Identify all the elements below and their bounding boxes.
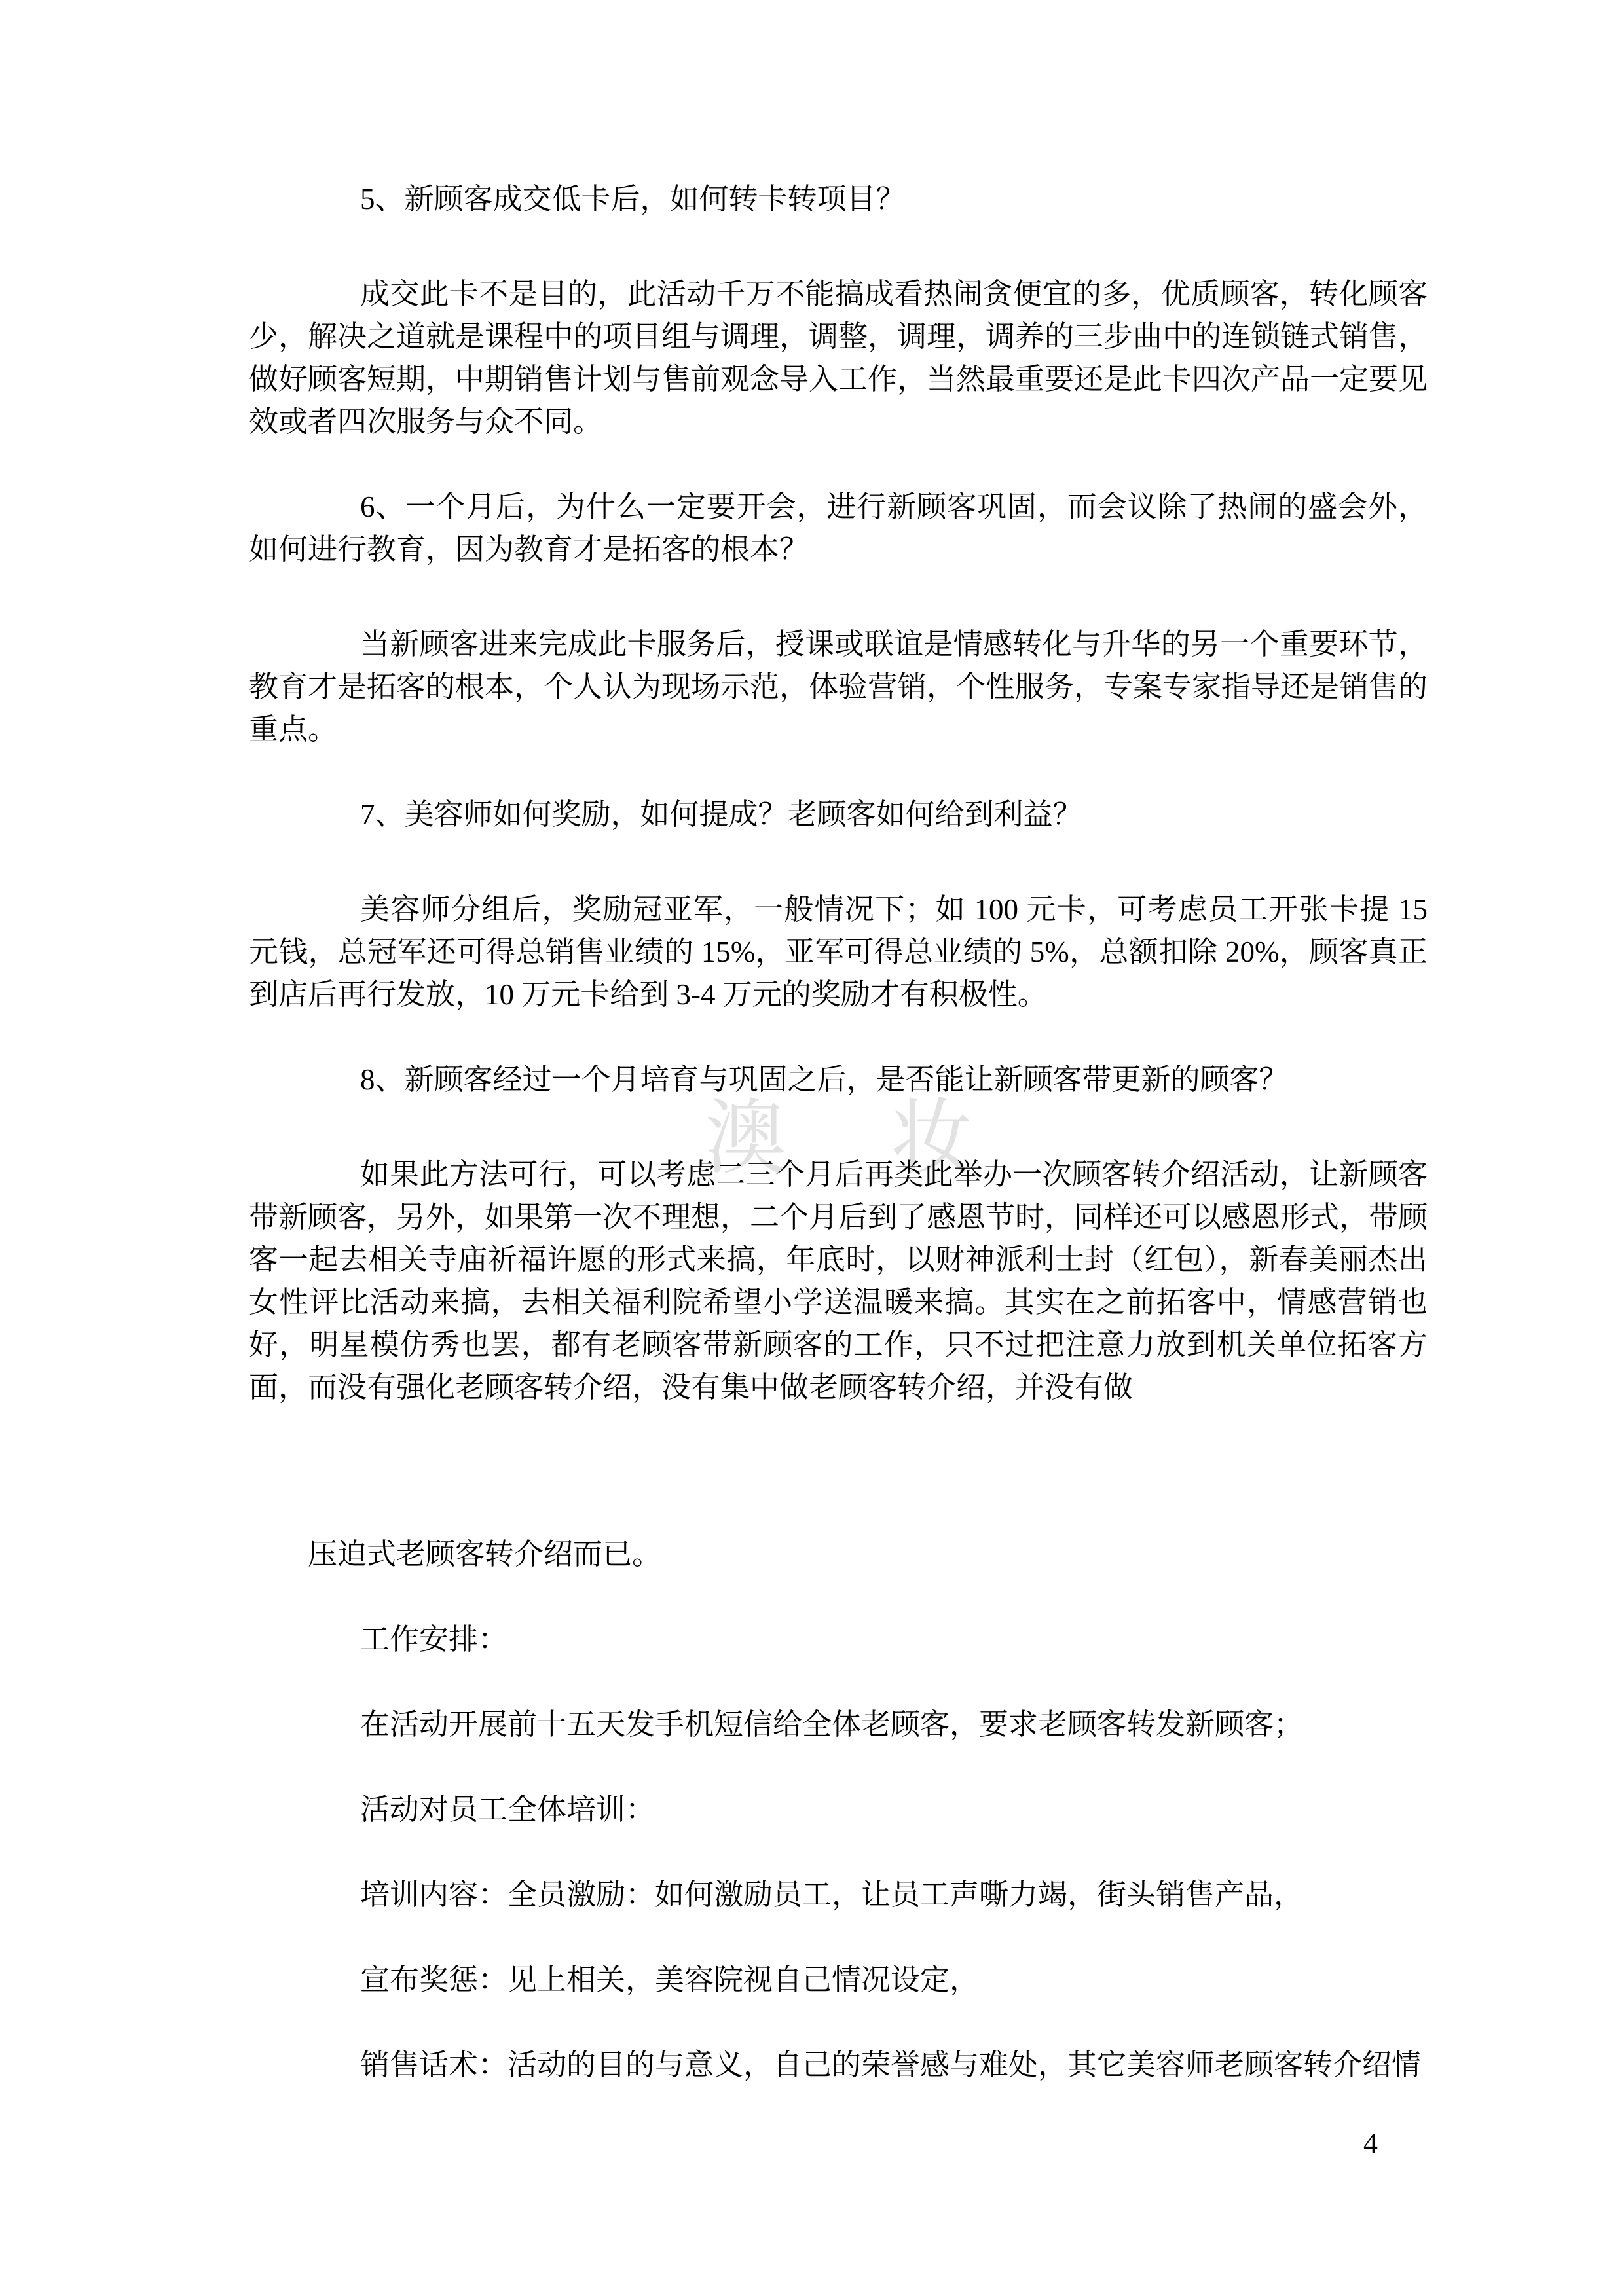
answer-7-paragraph: 美容师分组后，奖励冠亚军，一般情况下；如 100 元卡，可考虑员工开张卡提 15 元钱，总冠军还可得总销售业绩的 15%，亚军可得总业绩的 5%，总额扣除 20%，顾客真正到店后再行发放，10 万元卡给到 3-4 万元的奖励才有积极性。 — [249, 893, 1428, 1011]
page-number: 4 — [1363, 2127, 1378, 2159]
work-arrangement-heading: 工作安排： — [360, 1623, 508, 1656]
work-item-sms-line: 在活动开展前十五天发手机短信给全体老顾客，要求老顾客转发新顾客； — [360, 1708, 1304, 1741]
question-7-heading: 7、美容师如何奖励，如何提成？老顾客如何给到利益？ — [360, 798, 1082, 831]
answer-5-paragraph: 成交此卡不是目的，此活动千万不能搞成看热闹贪便宜的多，优质顾客，转化顾客少，解决之道就是课程中的项目组与调理，调整，调理，调养的三步曲中的连锁链式销售，做好顾客短期，中期销售计划与售前观念导入工作，当然最重要还是此卡四次产品一定要见效或者四次服务与众不同。 — [249, 278, 1428, 438]
sales-script-line: 销售话术：活动的目的与意义，自己的荣誉感与难处，其它美容师老顾客转介绍情 — [360, 2049, 1422, 2081]
question-8-heading: 8、新顾客经过一个月培育与巩固之后，是否能让新顾客带更新的顾客？ — [360, 1063, 1289, 1096]
answer-8-continuation-line: 压迫式老顾客转介绍而已。 — [308, 1538, 662, 1571]
work-item-training-line: 活动对员工全体培训： — [360, 1793, 655, 1826]
question-6-heading: 6、一个月后，为什么一定要开会，进行新顾客巩固，而会议除了热闹的盛会外，如何进行教育，因为教育才是拓客的根本？ — [249, 490, 1428, 566]
watermark-text: 澳 妆 — [705, 1094, 1015, 1184]
answer-8-paragraph: 如果此方法可行，可以考虑二三个月后再类此举办一次顾客转介绍活动，让新顾客带新顾客，另外，如果第一次不理想，二个月后到了感恩节时，同样还可以感恩形式，带顾客一起去相关寺庙祈福许愿的形式来搞，年底时，以财神派利士封（红包），新春美丽杰出女性评比活动来搞，去相关福利院希望小学送温暖来搞。其实在之前拓客中，情感营销也好，明星模仿秀也罢，都有老顾客带新顾客的工作，只不过把注意力放到机关单位拓客方面，而没有强化老顾客转介绍，没有集中做老顾客转介绍，并没有做 — [249, 1158, 1428, 1404]
question-5-heading: 5、新顾客成交低卡后，如何转卡转项目？ — [360, 183, 906, 215]
answer-6-paragraph: 当新顾客进来完成此卡服务后，授课或联谊是情感转化与升华的另一个重要环节，教育才是拓客的根本，个人认为现场示范，体验营销，个性服务，专案专家指导还是销售的重点。 — [249, 628, 1428, 746]
document-body — [249, 178, 1428, 2129]
rewards-announcement-line: 宣布奖惩：见上相关，美容院视自己情况设定， — [360, 1963, 980, 1996]
training-content-line: 培训内容：全员激励：如何激励员工，让员工声嘶力竭，街头销售产品， — [360, 1878, 1304, 1911]
